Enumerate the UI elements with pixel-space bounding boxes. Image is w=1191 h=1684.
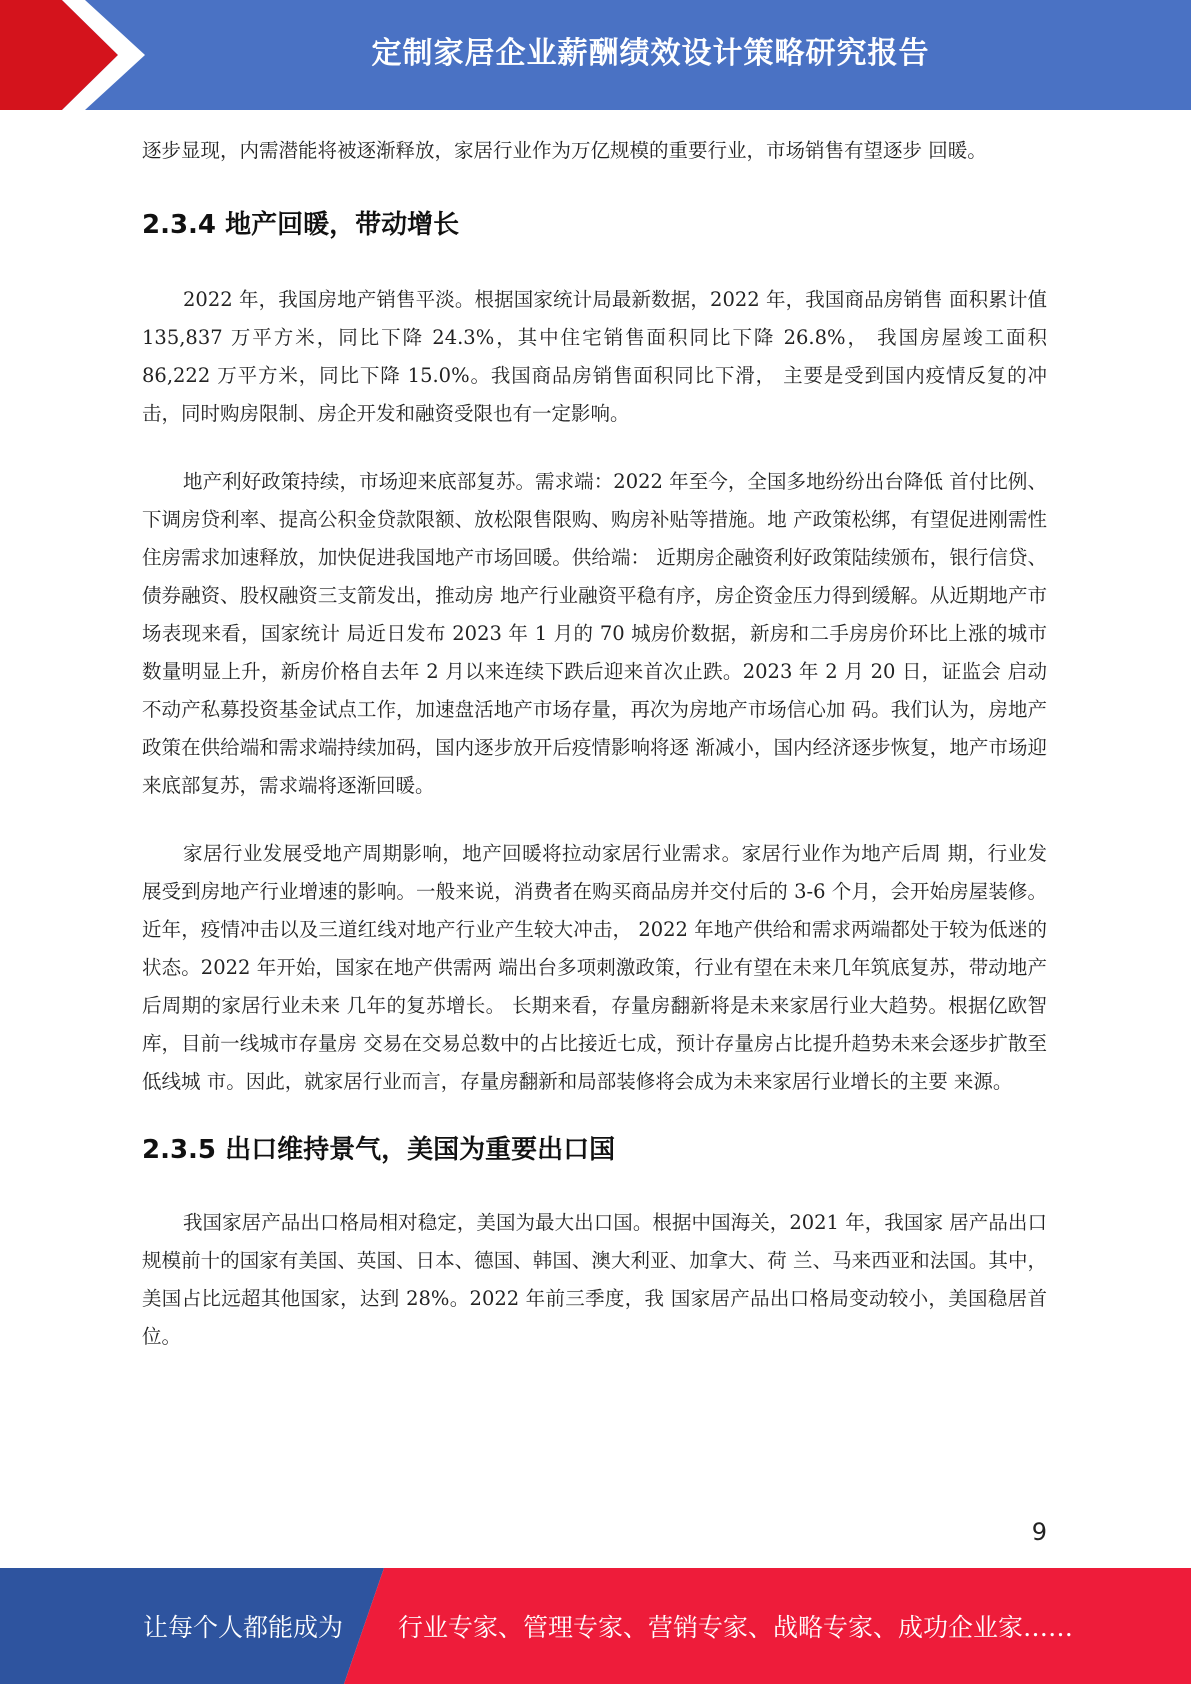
intro-paragraph: 逐步显现，内需潜能将被逐渐释放，家居行业作为万亿规模的重要行业，市场销售有望逐步 回暖。 <box>142 139 987 162</box>
header-arrow-decoration <box>0 0 145 110</box>
paragraph-2-3-4-sales: 2022 年，我国房地产销售平淡。根据国家统计局最新数据，2022 年，我国商品房销售 面积累计值 135,837 万平方米，同比下降 24.3%，其中住宅销售面积同比下降 26.8%， 我国房屋竣工面积 86,222 万平方米，同比下降 15.0%。我国商品房销售面积同比下滑， 主要是受到国内疫情反复的冲击，同时购房限制、房企开发和融资受限也有一定影响。 <box>142 288 1047 425</box>
footer-slogan-right: 行业专家、管理专家、营销专家、战略专家、成功企业家…… <box>398 1613 1074 1642</box>
header-banner <box>0 0 1191 110</box>
footer-slogan-left: 让每个人都能成为 <box>143 1613 344 1642</box>
page-number: 9 <box>1031 1518 1047 1546</box>
paragraph-2-3-4-demand: 家居行业发展受地产周期影响，地产回暖将拉动家居行业需求。家居行业作为地产后周 期，行业发展受到房地产行业增速的影响。一般来说，消费者在购买商品房并交付后的 3-6 个月，会开始房屋装修。近年，疫情冲击以及三道红线对地产行业产生较大冲击， 2022 年地产供给和需求两端都处于较为低迷的状态。2022 年开始，国家在地产供需两 端出台多项刺激政策，行业有望在未来几年筑底复苏，带动地产后周期的家居行业未来 几年的复苏增长。 长期来看，存量房翻新将是未来家居行业大趋势。根据亿欧智库，目前一线城市存量房 交易在交易总数中的占比接近七成，预计存量房占比提升趋势未来会逐步扩散至低线城 市。因此，就家居行业而言，存量房翻新和局部装修将会成为未来家居行业增长的主要 来源。 <box>142 842 1047 1093</box>
document-body <box>142 132 1047 1356</box>
section-heading-2-3-5: 2.3.5 出口维持景气，美国为重要出口国 <box>142 1135 616 1165</box>
page-header-title: 定制家居企业薪酬绩效设计策略研究报告 <box>371 36 930 71</box>
paragraph-2-3-5-export: 我国家居产品出口格局相对稳定，美国为最大出口国。根据中国海关，2021 年，我国家 居产品出口规模前十的国家有美国、英国、日本、德国、韩国、澳大利亚、加拿大、荷 兰、马来西亚和法国。其中，美国占比远超其他国家，达到 28%。2022 年前三季度，我 国家居产品出口格局变动较小，美国稳居首位。 <box>142 1211 1047 1348</box>
footer-banner <box>0 1568 1191 1684</box>
paragraph-2-3-4-policy: 地产利好政策持续，市场迎来底部复苏。需求端：2022 年至今，全国多地纷纷出台降低 首付比例、下调房贷利率、提高公积金贷款限额、放松限售限购、购房补贴等措施。地 产政策松绑，有望促进刚需性住房需求加速释放，加快促进我国地产市场回暖。供给端： 近期房企融资利好政策陆续颁布，银行信贷、债券融资、股权融资三支箭发出，推动房 地产行业融资平稳有序，房企资金压力得到缓解。从近期地产市场表现来看，国家统计 局近日发布 2023 年 1 月的 70 城房价数据，新房和二手房房价环比上涨的城市数量明显上升，新房价格自去年 2 月以来连续下跌后迎来首次止跌。2023 年 2 月 20 日，证监会 启动不动产私募投资基金试点工作，加速盘活地产市场存量，再次为房地产市场信心加 码。我们认为，房地产政策在供给端和需求端持续加码，国内逐步放开后疫情影响将逐 渐减小，国内经济逐步恢复，地产市场迎来底部复苏，需求端将逐渐回暖。 <box>142 470 1047 797</box>
section-heading-2-3-4: 2.3.4 地产回暖，带动增长 <box>142 210 460 240</box>
